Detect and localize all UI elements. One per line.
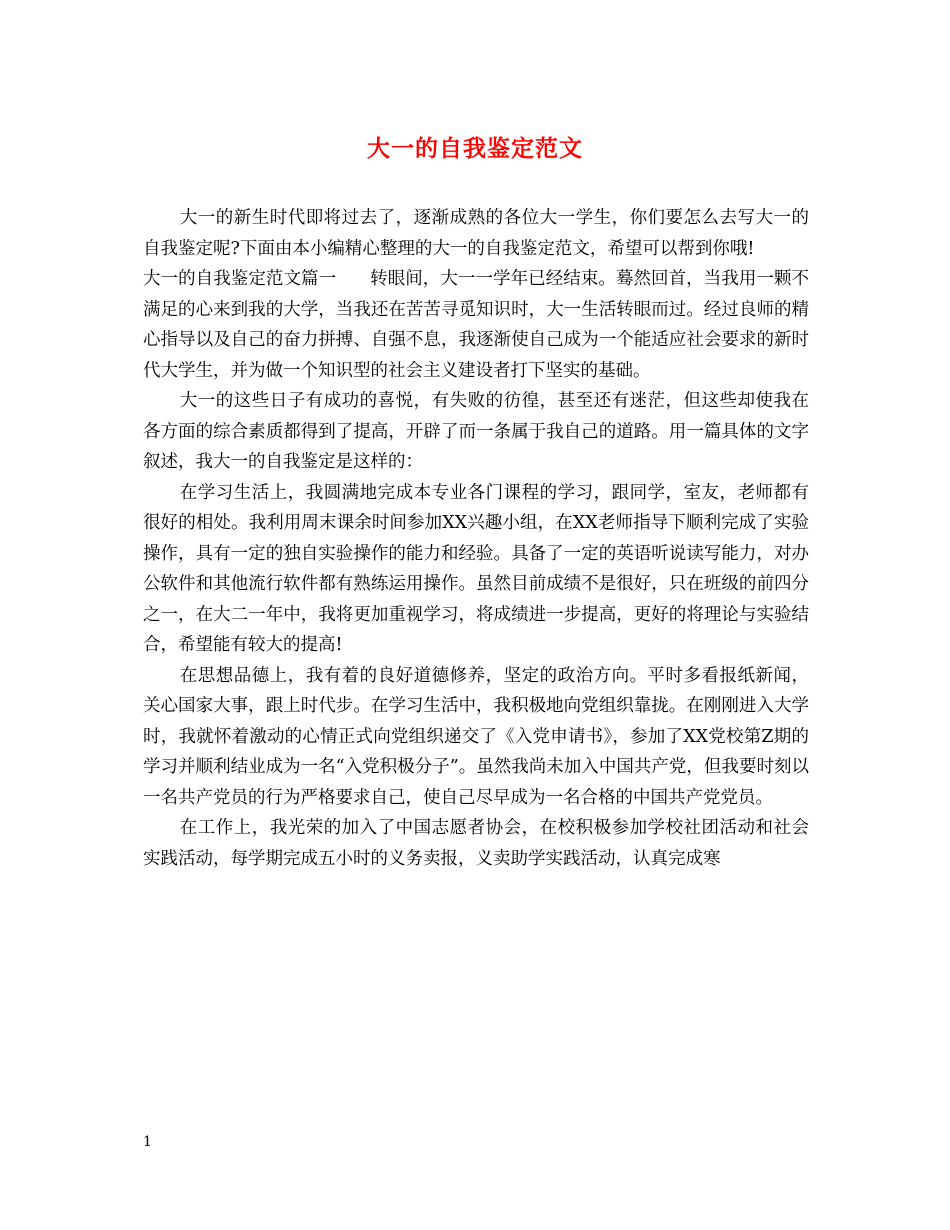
document-body [143, 203, 809, 874]
body-paragraph: 在思想品德上，我有着的良好道德修养，坚定的政治方向。平时多看报纸新闻，关心国家大事，跟上时代步。在学习生活中，我积极地向党组织靠拢。在刚刚进入大学时，我就怀着激动的心情正式向党组织递交了《入党申请书》，参加了XX党校第Z期的学习并顺利结业成为一名“入党积极分子”。虽然我尚未加入中国共产党，但我要时刻以一名共产党员的行为严格要求自己，使自己尽早成为一名合格的中国共产党党员。 [143, 665, 809, 808]
document-title: 大一的自我鉴定范文 [367, 135, 583, 162]
intro-paragraph: 大一的新生时代即将过去了，逐渐成熟的各位大一学生，你们要怎么去写大一的自我鉴定呢?下面由本小编精心整理的大一的自我鉴定范文，希望可以帮到你哦! [143, 208, 809, 259]
body-paragraph: 在工作上，我光荣的加入了中国志愿者协会，在校积极参加学校社团活动和社会实践活动，每学期完成五小时的义务卖报，义卖助学实践活动，认真完成寒 [143, 818, 809, 869]
body-paragraph: 大一的这些日子有成功的喜悦，有失败的彷徨，甚至还有迷茫，但这些却使我在各方面的综合素质都得到了提高，开辟了而一条属于我自己的道路。用一篇具体的文字叙述，我大一的自我鉴定是这样的： [143, 391, 809, 472]
section-first-paragraph [143, 264, 809, 386]
section-heading: 大一的自我鉴定范文篇一 [143, 269, 337, 289]
body-paragraph: 在学习生活上，我圆满地完成本专业各门课程的学习，跟同学，室友，老师都有很好的相处。我利用周末课余时间参加XX兴趣小组，在XX老师指导下顺利完成了实验操作，具有一定的独自实验操作的能力和经验。具备了一定的英语听说读写能力，对办公软件和其他流行软件都有熟练运用操作。虽然目前成绩不是很好，只在班级的前四分之一，在大二一年中，我将更加重视学习，将成绩进一步提高，更好的将理论与实验结合，希望能有较大的提高! [143, 482, 809, 655]
section-first-text: 转眼间，大一一学年已经结束。蓦然回首，当我用一颗不满足的心来到我的大学，当我还在苦苦寻觅知识时，大一生活转眼而过。经过良师的精心指导以及自己的奋力拼搏、自强不息，我逐渐使自己成为一个能适应社会要求的新时代大学生，并为做一个知识型的社会主义建设者打下坚实的基础。 [143, 269, 810, 381]
page-number: 1 [143, 1134, 152, 1150]
